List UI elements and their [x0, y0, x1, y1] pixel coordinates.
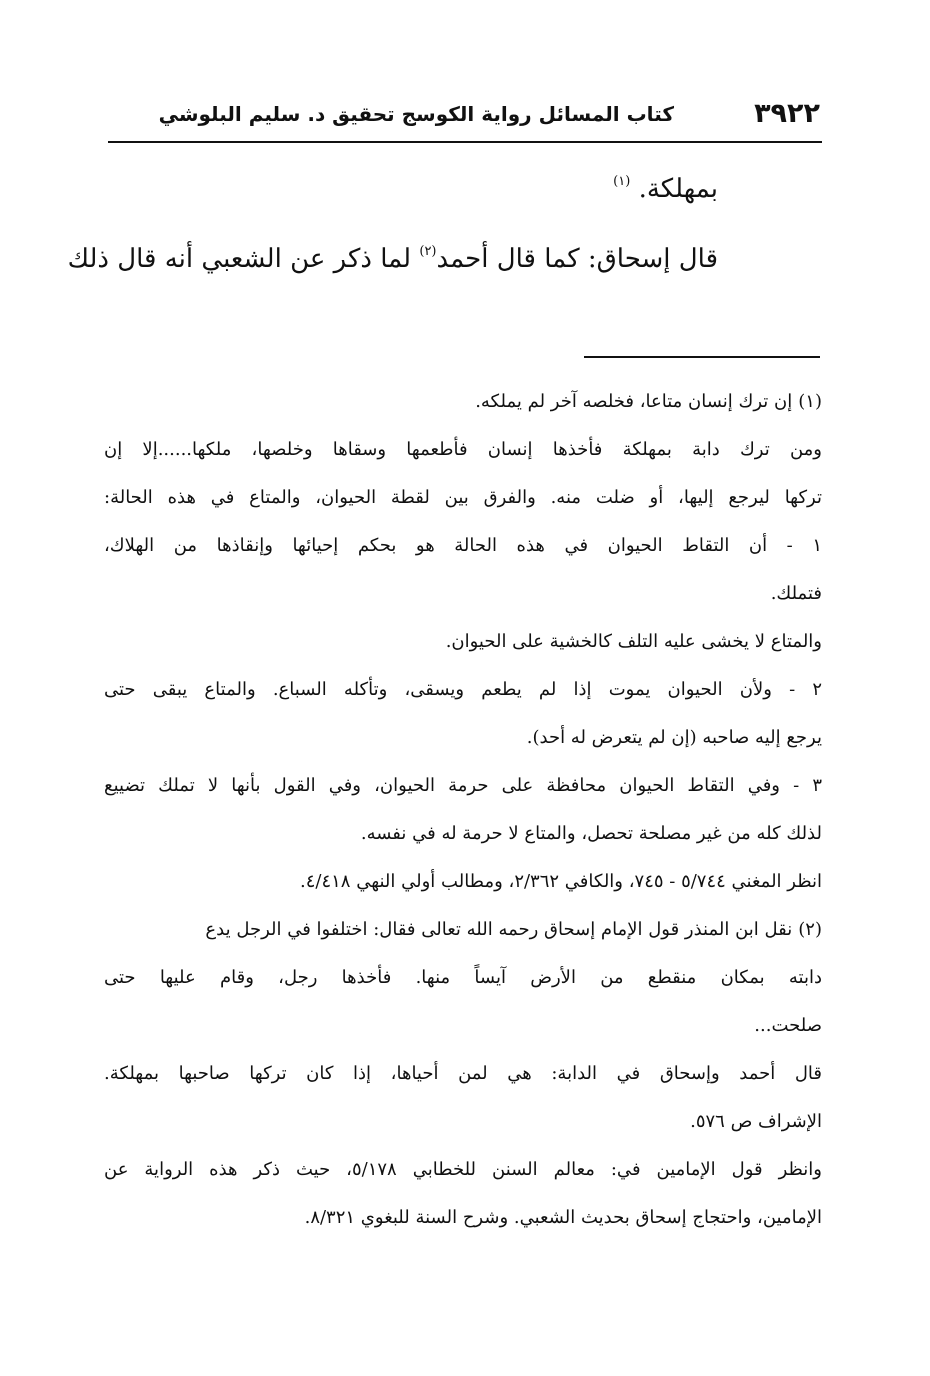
footnote-2-line-4: قال أحمد وإسحاق في الدابة: هي لمن أحياها، إذا كان تركها صاحبها بمهلكة.	[104, 1063, 822, 1084]
footnote-1-line-2: ومن ترك دابة بمهلكة فأخذها إنسان فأطعمها وسقاها وخلصها، ملكها......إلا إن	[104, 439, 822, 460]
main-line-2-text-b: لما ذكر عن الشعبي أنه قال ذلك	[67, 244, 420, 274]
footnote-1-line-6: والمتاع لا يخشى عليه التلف كالخشية على الحيوان.	[445, 631, 822, 652]
footnote-2-line-2: دابته بمكان منقطع من الأرض آيساً منها. فأخذها رجل، وقام عليها حتى	[104, 967, 822, 988]
footnote-separator	[584, 356, 820, 358]
footnote-1-line-5: فتملك.	[770, 583, 822, 604]
main-text	[67, 172, 718, 276]
footnote-2-line-3: صلحت...	[754, 1015, 822, 1036]
footnote-ref-1: (١)	[613, 174, 631, 189]
footnote-1-line-1-text: إن ترك إنسان متاعا، فخلصه آخر لم يملكه.	[475, 391, 793, 412]
footnote-1-line-4: ١ - أن التقاط الحيوان في هذه الحالة هو بحكم إحيائها وإنقاذها من الهلاك،	[104, 535, 822, 556]
book-title: كتاب المسائل رواية الكوسج تحقيق د. سليم البلوشي	[158, 102, 674, 126]
header-rule	[108, 141, 822, 143]
footnote-2-line-1-text: نقل ابن المنذر قول الإمام إسحاق رحمه الله تعالى فقال: اختلفوا في الرجل يدع	[205, 919, 793, 940]
footnote-2-marker: (٢)	[798, 919, 822, 940]
main-line-2-text-a: قال إسحاق: كما قال أحمد	[436, 244, 718, 274]
footnotes	[104, 384, 822, 1248]
footnote-ref-2: (٢)	[419, 244, 437, 259]
footnote-1-line-1	[104, 384, 822, 432]
footnote-2-line-5: الإشراف ص ٥٧٦.	[690, 1111, 822, 1132]
footnote-1-line-9: ٣ - وفي التقاط الحيوان محافظة على حرمة الحيوان، وفي القول بأنها لا تملك تضييع	[104, 775, 822, 796]
footnote-1-line-11: انظر المغني ٥/٧٤٤ - ٧٤٥، والكافي ٢/٣٦٢، ومطالب أولي النهي ٤/٤١٨.	[299, 871, 822, 892]
footnote-2-line-6: وانظر قول الإمامين في: معالم السنن للخطابي ٥/١٧٨، حيث ذكر هذه الرواية عن	[104, 1159, 822, 1180]
footnote-1-line-7: ٢ - ولأن الحيوان يموت إذا لم يطعم ويسقى، وتأكله السباع. والمتاع يبقى حتى	[104, 679, 822, 700]
footnote-1-marker: (١)	[798, 391, 822, 412]
main-line-2	[67, 242, 718, 276]
main-line-1-text: بمهلكة.	[638, 174, 718, 204]
footnote-1-line-10: لذلك كله من غير مصلحة تحصل، والمتاع لا حرمة له في نفسه.	[360, 823, 822, 844]
page-number: ٣٩٢٢	[754, 98, 820, 129]
running-header	[108, 96, 820, 140]
footnote-1-line-8: يرجع إليه صاحبه (إن لم يتعرض له أحد).	[526, 727, 822, 748]
footnote-2-line-1	[104, 912, 822, 960]
footnote-1-line-3: تركها ليرجع إليها، أو ضلت منه. والفرق بين لقطة الحيوان، والمتاع في هذه الحالة:	[104, 487, 822, 508]
main-line-1	[108, 172, 718, 206]
footnote-2-line-7: الإمامين، واحتجاج إسحاق بحديث الشعبي. وشرح السنة للبغوي ٨/٣٢١.	[304, 1207, 822, 1228]
